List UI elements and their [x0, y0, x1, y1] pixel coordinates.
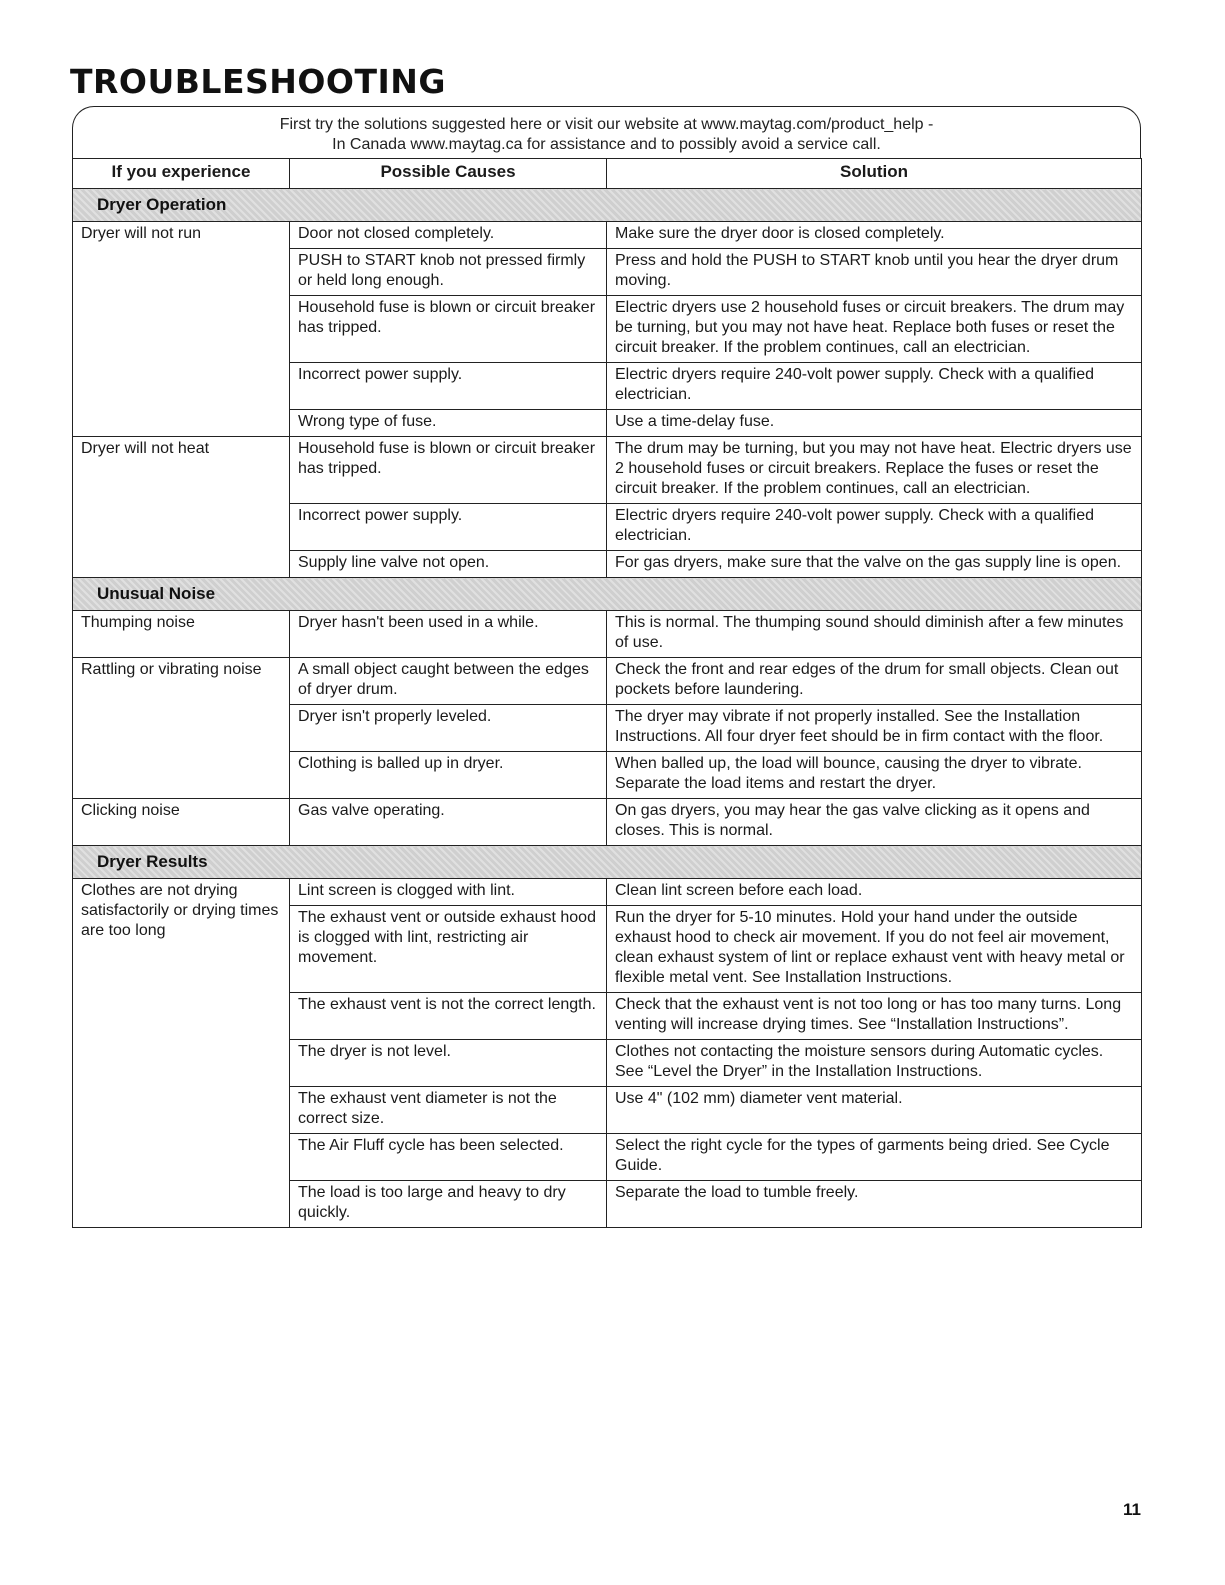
cause-cell: Supply line valve not open. [290, 551, 607, 578]
cause-cell: Household fuse is blown or circuit breaker has tripped. [290, 296, 607, 363]
experience-cell: Dryer will not run [73, 222, 290, 437]
solution-cell: When balled up, the load will bounce, causing the dryer to vibrate. Separate the load items and restart the dryer. [607, 752, 1142, 799]
solution-cell: Electric dryers use 2 household fuses or circuit breakers. The drum may be turning, but you may not have heat. Replace both fuses or reset the circuit breaker. If the problem continues, call an electrician. [607, 296, 1142, 363]
cause-cell: Wrong type of fuse. [290, 410, 607, 437]
section-heading: Unusual Noise [73, 578, 1142, 611]
column-header-causes: Possible Causes [290, 159, 607, 189]
section-row [73, 846, 1142, 879]
intro-line-2: In Canada www.maytag.ca for assistance and to possibly avoid a service call. [332, 136, 881, 153]
cause-cell: Lint screen is clogged with lint. [290, 879, 607, 906]
solution-cell: Separate the load to tumble freely. [607, 1181, 1142, 1228]
solution-cell: Select the right cycle for the types of garments being dried. See Cycle Guide. [607, 1134, 1142, 1181]
section-heading: Dryer Operation [73, 189, 1142, 222]
cause-cell: A small object caught between the edges of dryer drum. [290, 658, 607, 705]
table-row [73, 437, 1142, 504]
cause-cell: The dryer is not level. [290, 1040, 607, 1087]
experience-cell: Clicking noise [73, 799, 290, 846]
solution-cell: For gas dryers, make sure that the valve on the gas supply line is open. [607, 551, 1142, 578]
table-row [73, 222, 1142, 249]
cause-cell: Clothing is balled up in dryer. [290, 752, 607, 799]
table-body [73, 189, 1142, 1228]
solution-cell: Use a time-delay fuse. [607, 410, 1142, 437]
cause-cell: Gas valve operating. [290, 799, 607, 846]
section-row [73, 578, 1142, 611]
experience-cell: Dryer will not heat [73, 437, 290, 578]
solution-cell: Clothes not contacting the moisture sensors during Automatic cycles. See “Level the Dryer” in the Installation Instructions. [607, 1040, 1142, 1087]
intro-box [72, 106, 1141, 158]
cause-cell: The Air Fluff cycle has been selected. [290, 1134, 607, 1181]
experience-cell: Thumping noise [73, 611, 290, 658]
cause-cell: The load is too large and heavy to dry quickly. [290, 1181, 607, 1228]
solution-cell: On gas dryers, you may hear the gas valve clicking as it opens and closes. This is normal. [607, 799, 1142, 846]
cause-cell: The exhaust vent diameter is not the correct size. [290, 1087, 607, 1134]
cause-cell: The exhaust vent or outside exhaust hood is clogged with lint, restricting air movement. [290, 906, 607, 993]
table-header-row [73, 159, 1142, 189]
cause-cell: Household fuse is blown or circuit breaker has tripped. [290, 437, 607, 504]
table-row [73, 799, 1142, 846]
page-title: TROUBLESHOOTING [70, 62, 446, 101]
solution-cell: Check that the exhaust vent is not too long or has too many turns. Long venting will increase drying times. See “Installation Instructions”. [607, 993, 1142, 1040]
solution-cell: Clean lint screen before each load. [607, 879, 1142, 906]
solution-cell: Check the front and rear edges of the drum for small objects. Clean out pockets before laundering. [607, 658, 1142, 705]
cause-cell: Dryer hasn't been used in a while. [290, 611, 607, 658]
cause-cell: Incorrect power supply. [290, 363, 607, 410]
table-row [73, 658, 1142, 705]
table-row [73, 879, 1142, 906]
experience-cell: Clothes are not drying satisfactorily or drying times are too long [73, 879, 290, 1228]
cause-cell: The exhaust vent is not the correct length. [290, 993, 607, 1040]
intro-line-1: First try the solutions suggested here or visit our website at www.maytag.com/product_help - [279, 116, 934, 133]
cause-cell: PUSH to START knob not pressed firmly or held long enough. [290, 249, 607, 296]
table-row [73, 611, 1142, 658]
solution-cell: The dryer may vibrate if not properly installed. See the Installation Instructions. All four dryer feet should be in firm contact with the floor. [607, 705, 1142, 752]
solution-cell: Run the dryer for 5-10 minutes. Hold your hand under the outside exhaust hood to check air movement. If you do not feel air movement, clean exhaust system of lint or replace exhaust vent with heavy metal or flexible metal vent. See Installation Instructions. [607, 906, 1142, 993]
troubleshooting-table [72, 158, 1142, 1228]
column-header-experience: If you experience [73, 159, 290, 189]
section-heading: Dryer Results [73, 846, 1142, 879]
cause-cell: Dryer isn't properly leveled. [290, 705, 607, 752]
cause-cell: Incorrect power supply. [290, 504, 607, 551]
section-row [73, 189, 1142, 222]
solution-cell: Electric dryers require 240-volt power supply. Check with a qualified electrician. [607, 363, 1142, 410]
solution-cell: Press and hold the PUSH to START knob until you hear the dryer drum moving. [607, 249, 1142, 296]
cause-cell: Door not closed completely. [290, 222, 607, 249]
page-number: 11 [1123, 1500, 1141, 1519]
solution-cell: The drum may be turning, but you may not have heat. Electric dryers use 2 household fuses or circuit breakers. Replace the fuses or reset the circuit breaker. If the problem continues, call an electrician. [607, 437, 1142, 504]
solution-cell: Electric dryers require 240-volt power supply. Check with a qualified electrician. [607, 504, 1142, 551]
column-header-solution: Solution [607, 159, 1142, 189]
solution-cell: Use 4" (102 mm) diameter vent material. [607, 1087, 1142, 1134]
solution-cell: This is normal. The thumping sound should diminish after a few minutes of use. [607, 611, 1142, 658]
solution-cell: Make sure the dryer door is closed completely. [607, 222, 1142, 249]
experience-cell: Rattling or vibrating noise [73, 658, 290, 799]
